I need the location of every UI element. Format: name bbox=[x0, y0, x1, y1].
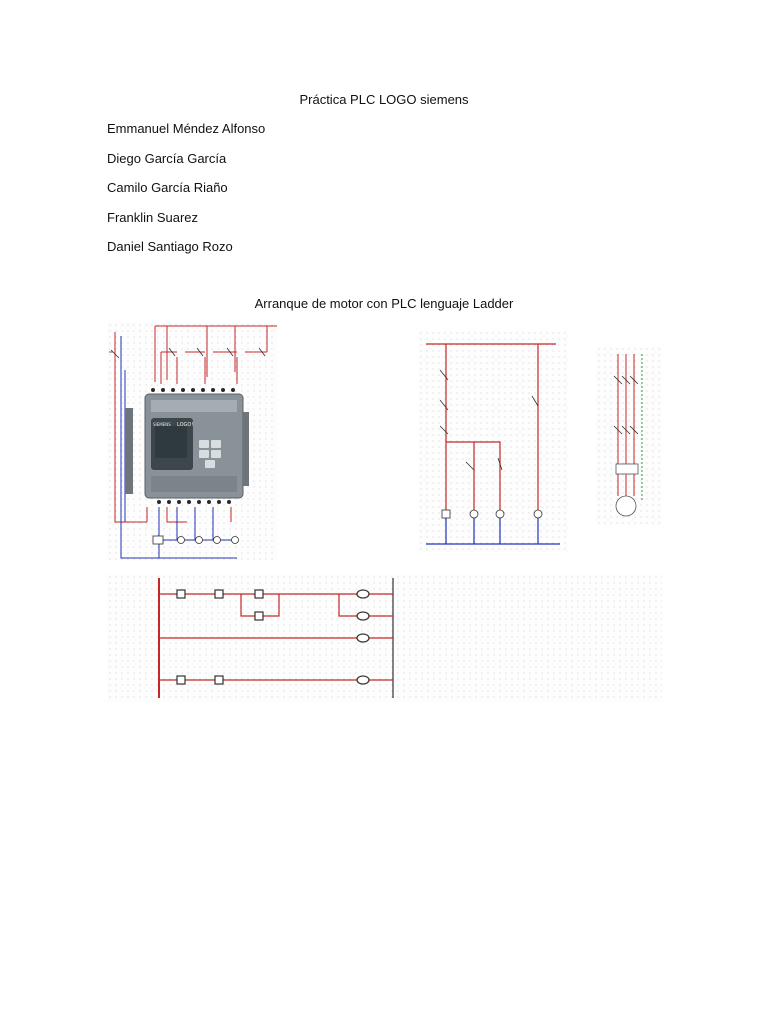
author-name: Emmanuel Méndez Alfonso bbox=[107, 121, 266, 136]
power-circuit-svg bbox=[596, 346, 662, 526]
section-title: Arranque de motor con PLC lenguaje Ladder bbox=[254, 296, 514, 311]
author-name: Diego García García bbox=[107, 150, 227, 166]
control-circuit-svg bbox=[418, 330, 568, 552]
ladder-svg bbox=[107, 574, 662, 702]
author-list bbox=[107, 121, 265, 269]
plc-model: LOGO! bbox=[177, 422, 194, 428]
ladder-diagram bbox=[107, 574, 662, 702]
plc-wiring-diagram bbox=[107, 322, 277, 560]
control-circuit-diagram bbox=[418, 330, 568, 552]
plc-screen bbox=[155, 426, 187, 458]
author-name: Franklin Suarez bbox=[107, 209, 199, 225]
plc-wiring-svg bbox=[107, 322, 277, 560]
author-name: Camilo García Riaño bbox=[107, 180, 228, 195]
plc-brand: SIEMENS bbox=[153, 422, 171, 427]
power-circuit-diagram bbox=[596, 346, 662, 526]
document-title: Práctica PLC LOGO siemens bbox=[299, 92, 469, 107]
author-name: Daniel Santiago Rozo bbox=[107, 239, 233, 254]
plc-device bbox=[125, 394, 249, 498]
